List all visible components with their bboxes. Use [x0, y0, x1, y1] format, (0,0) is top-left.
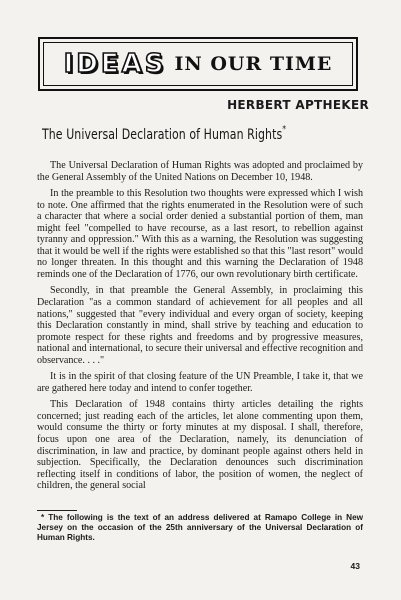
masthead-ideas: IDEAS: [63, 49, 167, 79]
body-paragraph: Secondly, in that preamble the General Assembly, in proclaiming this Declaration "as a common standard of achievement for all peoples and all nations," suggested that "every individual and every organ of society, keeping this Declaration constantly in mind, shall strive by teaching and education to promote respect for these rights and freedoms and by progressive measures, national and international, to secure their universal and effective recognition and observance. . . .": [37, 285, 363, 366]
article-body: [37, 160, 363, 492]
masthead-frame: [43, 42, 353, 86]
author-byline: HERBERT APTHEKER: [227, 98, 369, 112]
article-title: [42, 124, 287, 143]
body-paragraph: The Universal Declaration of Human Rights was adopted and proclaimed by the General Assembly of the United Nations on December 10, 1948.: [37, 160, 363, 183]
footnote: [37, 513, 363, 543]
article-title-text: The Universal Declaration of Human Rights: [42, 127, 283, 143]
footnote-rule: [37, 510, 77, 511]
footnote-text: * The following is the text of an address delivered at Ramapo College in New Jersey on the occasion of the 25th anniversary of the Universal Declaration of Human Rights.: [37, 513, 363, 542]
section-masthead: [38, 37, 358, 91]
title-footnote-mark: *: [282, 124, 287, 135]
masthead-in-our-time: IN OUR TIME: [174, 53, 333, 75]
body-paragraph: This Declaration of 1948 contains thirty articles detailing the rights concerned; just reading each of the articles, let alone commenting upon them, would consume the thirty or forty minutes at my disposal. I shall, therefore, focus upon one area of the Declaration, namely, its denunciation of discrimination, in law and practice, by dominant people against others held in subjection. Specifically, the Declaration denounces such discrimination reflecting itself in conditions of labor, the position of women, the neglect of children, the general social: [37, 399, 363, 492]
body-paragraph: It is in the spirit of that closing feature of the UN Preamble, I take it, that we are gathered here today and intend to confer together.: [37, 371, 363, 394]
body-paragraph: In the preamble to this Resolution two thoughts were expressed which I wish to note. One affirmed that the rights enumerated in the Resolution were of such a character that where a social order denied a substantial portion of them, man might feel "compelled to have recourse, as a last resort, to rebellion against tyranny and oppression." With this as a warning, the Resolution was suggesting that it would be well if the rights were established so that this "last resort" would no longer threaten. In this thought and this warning the Declaration of 1948 reminds one of the Declaration of 1776, our own revolutionary birth certificate.: [37, 188, 363, 280]
page-number: 43: [350, 561, 360, 571]
